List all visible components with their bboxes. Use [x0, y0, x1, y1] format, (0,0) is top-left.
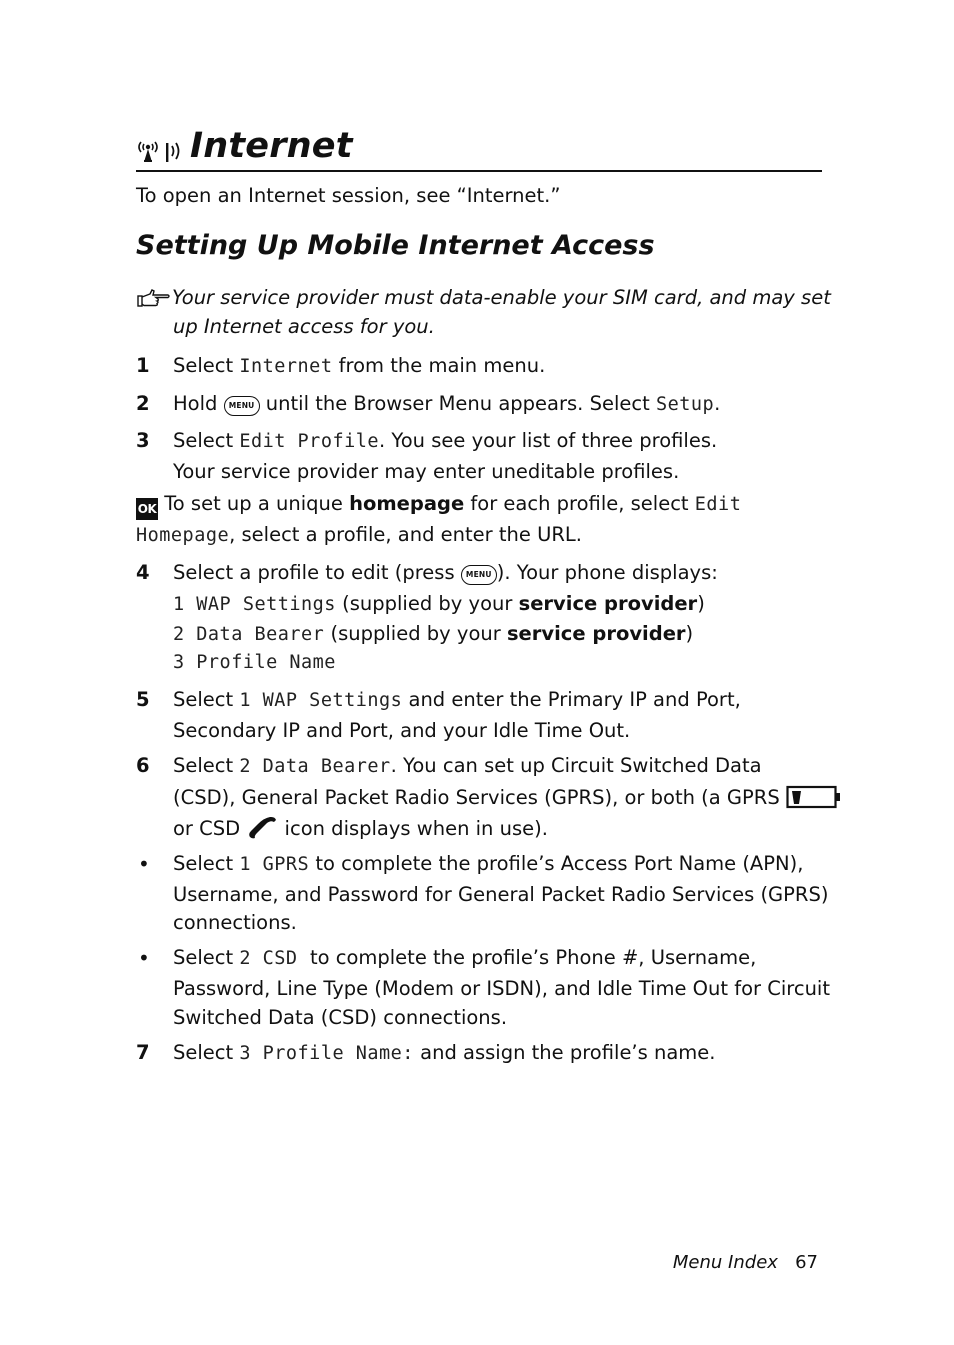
step-6-text — [173, 751, 762, 782]
bullet-2-marker: • — [138, 946, 150, 970]
step-6-line-3-part-a: or CSD — [173, 817, 241, 840]
step-3-line-2: Your service provider may enter uneditable profiles. — [173, 460, 680, 483]
tip-bold: homepage — [349, 492, 465, 515]
tip-menu-name-2: Homepage — [136, 525, 230, 546]
step-2-part-c: . — [714, 392, 721, 415]
step-3-part-a: Select — [173, 429, 240, 452]
option-2-part-a: (supplied by your — [324, 622, 507, 645]
step-4-option-1 — [173, 589, 705, 620]
step-5-part-b: and enter the Primary IP and Port, — [402, 688, 741, 711]
intro-text: To open an Internet session, see “Internet.” — [136, 184, 561, 207]
note-line-2: up Internet access for you. — [173, 315, 435, 338]
step-7-number: 7 — [136, 1041, 150, 1064]
step-3-menu-name: Edit Profile — [239, 431, 380, 452]
step-3-number: 3 — [136, 429, 150, 452]
tip-part-a: To set up a unique — [158, 492, 350, 515]
step-1-number: 1 — [136, 354, 150, 377]
bullet-2-line-3: Switched Data (CSD) connections. — [173, 1006, 508, 1029]
tip-menu-name-1: Edit — [694, 494, 742, 515]
option-1-part-b: ) — [697, 592, 705, 615]
step-4-part-b: ). Your phone displays: — [496, 561, 718, 584]
tip-line-1 — [136, 489, 741, 520]
step-7-text — [173, 1038, 716, 1069]
step-4-text — [173, 558, 718, 588]
antenna-icon — [136, 138, 186, 164]
note-line-1 — [136, 283, 831, 313]
csd-phone-icon — [246, 815, 278, 839]
tip-line-2 — [136, 520, 582, 551]
page-title-row — [136, 126, 822, 172]
step-1-part-b: from the main menu. — [332, 354, 546, 377]
bullet-1-marker: • — [138, 852, 150, 876]
step-6-part-a: Select — [173, 754, 240, 777]
section-heading: Setting Up Mobile Internet Access — [136, 230, 655, 261]
step-7-part-b: and assign the profile’s name. — [413, 1041, 716, 1064]
pointing-hand-icon — [136, 287, 172, 309]
menu-key-icon: MENU — [224, 396, 260, 416]
step-2-number: 2 — [136, 392, 150, 415]
ok-badge-icon: OK — [136, 498, 158, 520]
menu-key-icon: MENU — [461, 565, 497, 585]
option-2-part-b: ) — [685, 622, 694, 645]
step-2-part-b: until the Browser Menu appears. Select — [259, 392, 656, 415]
title-icons — [136, 138, 186, 168]
step-2-text — [173, 389, 720, 420]
bullet-2-menu-name: 2 CSD — [239, 948, 298, 969]
step-6-menu-name: 2 Data Bearer — [239, 756, 391, 777]
step-3-part-b: . You see your list of three profiles. — [379, 429, 718, 452]
step-2-part-a: Hold — [173, 392, 224, 415]
bullet-2-text — [173, 943, 756, 974]
step-4-option-3 — [173, 647, 336, 678]
step-4-option-2 — [173, 619, 693, 650]
step-5-text — [173, 685, 741, 716]
step-7-part-a: Select — [173, 1041, 240, 1064]
signal-icon — [166, 143, 179, 162]
step-1-part-a: Select — [173, 354, 240, 377]
footer-section: Menu Index — [672, 1252, 778, 1273]
step-1-menu-name: Internet — [239, 356, 333, 377]
note-text-1: Your service provider must data-enable your SIM card, and may set — [172, 286, 831, 309]
page-number: 67 — [795, 1252, 818, 1273]
bullet-2-part-b: to complete the profile’s Phone #, Username, — [297, 946, 757, 969]
step-3-text — [173, 426, 717, 457]
bullet-1-part-a: Select — [173, 852, 240, 875]
bullet-1-part-b: to complete the profile’s Access Port Name (APN), — [309, 852, 804, 875]
gprs-battery-icon — [786, 784, 842, 810]
step-5-line-2: Secondary IP and Port, and your Idle Time Out. — [173, 719, 631, 742]
step-5-part-a: Select — [173, 688, 240, 711]
option-1-part-a: (supplied by your — [335, 592, 519, 615]
bullet-1-line-3: connections. — [173, 911, 297, 934]
bullet-1-line-2: Username, and Password for General Packet Radio Services (GPRS) — [173, 883, 829, 906]
page-footer — [673, 1251, 818, 1275]
option-1-bold: service provider — [518, 592, 698, 615]
bullet-1-text — [173, 849, 803, 880]
step-4-number: 4 — [136, 561, 150, 584]
step-6-line-2-text: (CSD), General Packet Radio Services (GPRS), or both (a GPRS — [173, 786, 780, 809]
step-4-part-a: Select a profile to edit (press — [173, 561, 461, 584]
option-2-menu-name: 2 Data Bearer — [173, 624, 325, 645]
step-6-part-b: . You can set up Circuit Switched Data — [390, 754, 762, 777]
bullet-2-part-a: Select — [173, 946, 240, 969]
step-7-menu-name: 3 Profile Name: — [239, 1043, 414, 1064]
step-6-line-3 — [173, 814, 548, 844]
option-2-bold: service provider — [506, 622, 686, 645]
bullet-2-line-2: Password, Line Type (Modem or ISDN), and Idle Time Out for Circuit — [173, 977, 830, 1000]
bullet-1-menu-name: 1 GPRS — [239, 854, 310, 875]
step-6-line-3-part-b: icon displays when in use). — [278, 817, 548, 840]
page-title: Internet — [190, 126, 353, 166]
step-6-number: 6 — [136, 754, 150, 777]
step-6-line-2 — [173, 783, 842, 813]
tip-part-c: , select a profile, and enter the URL. — [229, 523, 582, 546]
step-1-text — [173, 351, 545, 382]
tip-part-b: for each profile, select — [464, 492, 695, 515]
option-1-menu-name: 1 WAP Settings — [173, 594, 336, 615]
step-5-number: 5 — [136, 688, 150, 711]
step-2-menu-name: Setup — [655, 394, 715, 415]
step-5-menu-name: 1 WAP Settings — [239, 690, 403, 711]
option-3-menu-name: 3 Profile Name — [173, 652, 336, 673]
